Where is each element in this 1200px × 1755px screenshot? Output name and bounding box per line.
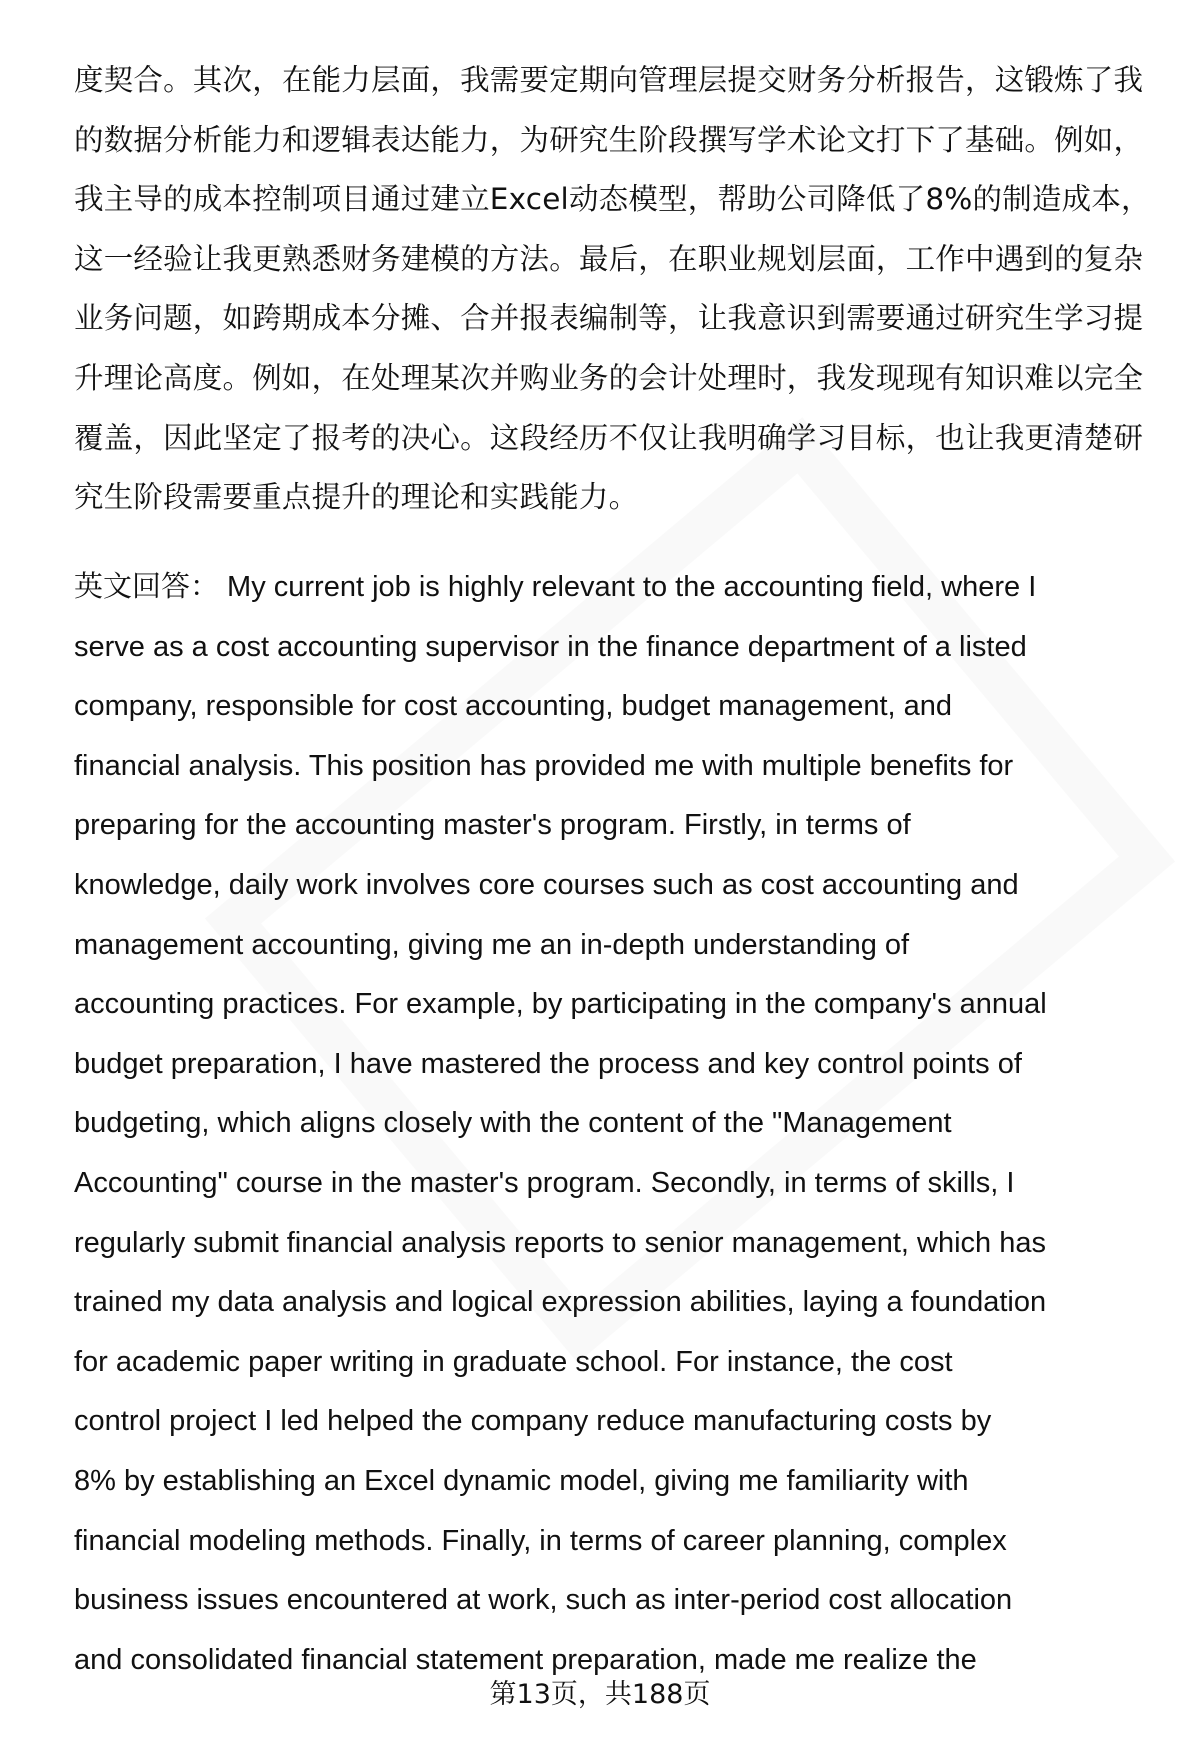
text-line: 8% by establishing an Excel dynamic model, giving me familiarity with	[74, 1465, 969, 1497]
text-line: knowledge, daily work involves core courses such as cost accounting and	[74, 869, 1019, 901]
text-line: 的数据分析能力和逻辑表达能力，为研究生阶段撰写学术论文打下了基础。例如，	[74, 122, 1144, 157]
text-line: management accounting, giving me an in-depth understanding of	[74, 928, 910, 961]
text-line: and consolidated financial statement preparation, made me realize the	[74, 1643, 977, 1676]
text-line: financial analysis. This position has provided me with multiple benefits for	[74, 749, 1014, 782]
text-line: 业务问题，如跨期成本分摊、合并报表编制等，让我意识到需要通过研究生学习提	[74, 301, 1144, 336]
text-line: regularly submit financial analysis reports to senior management, which has	[74, 1226, 1046, 1259]
text-line: 英文回答： My current job is highly relevant to the accounting field, where I	[74, 571, 1037, 603]
text-line: accounting practices. For example, by participating in the company's annual	[74, 988, 1047, 1021]
text-line: 究生阶段需要重点提升的理论和实践能力。	[74, 480, 639, 515]
text-line: business issues encountered at work, such as inter-period cost allocation	[74, 1584, 1013, 1617]
text-line: 度契合。其次，在能力层面，我需要定期向管理层提交财务分析报告，这锻炼了我	[74, 63, 1144, 97]
text-line: 覆盖，因此坚定了报考的决心。这段经历不仅让我明确学习目标，也让我更清楚研	[74, 420, 1144, 455]
text-line: preparing for the accounting master's program. Firstly, in terms of	[74, 809, 911, 842]
text-line: for academic paper writing in graduate school. For instance, the cost	[74, 1345, 953, 1378]
text-line: budgeting, which aligns closely with the content of the "Management	[74, 1107, 952, 1140]
text-line: trained my data analysis and logical expression abilities, laying a foundation	[74, 1286, 1047, 1319]
text-line: 这一经验让我更熟悉财务建模的方法。最后，在职业规划层面，工作中遇到的复杂	[74, 241, 1144, 276]
page-footer: 第13页，共188页	[489, 1679, 711, 1710]
text-line: control project I led helped the company reduce manufacturing costs by	[74, 1405, 992, 1438]
text-line: budget preparation, I have mastered the process and key control points of	[74, 1047, 1022, 1080]
text-line: 升理论高度。例如，在处理某次并购业务的会计处理时，我发现现有知识难以完全	[74, 361, 1144, 395]
text-line: serve as a cost accounting supervisor in the finance department of a listed	[74, 630, 1027, 663]
text-line: 我主导的成本控制项目通过建立Excel动态模型，帮助公司降低了8%的制造成本，	[74, 182, 1151, 217]
text-line: financial modeling methods. Finally, in terms of career planning, complex	[74, 1524, 1007, 1557]
text-line: Accounting" course in the master's program. Secondly, in terms of skills, I	[74, 1167, 1015, 1199]
text-line: company, responsible for cost accounting, budget management, and	[74, 690, 953, 723]
